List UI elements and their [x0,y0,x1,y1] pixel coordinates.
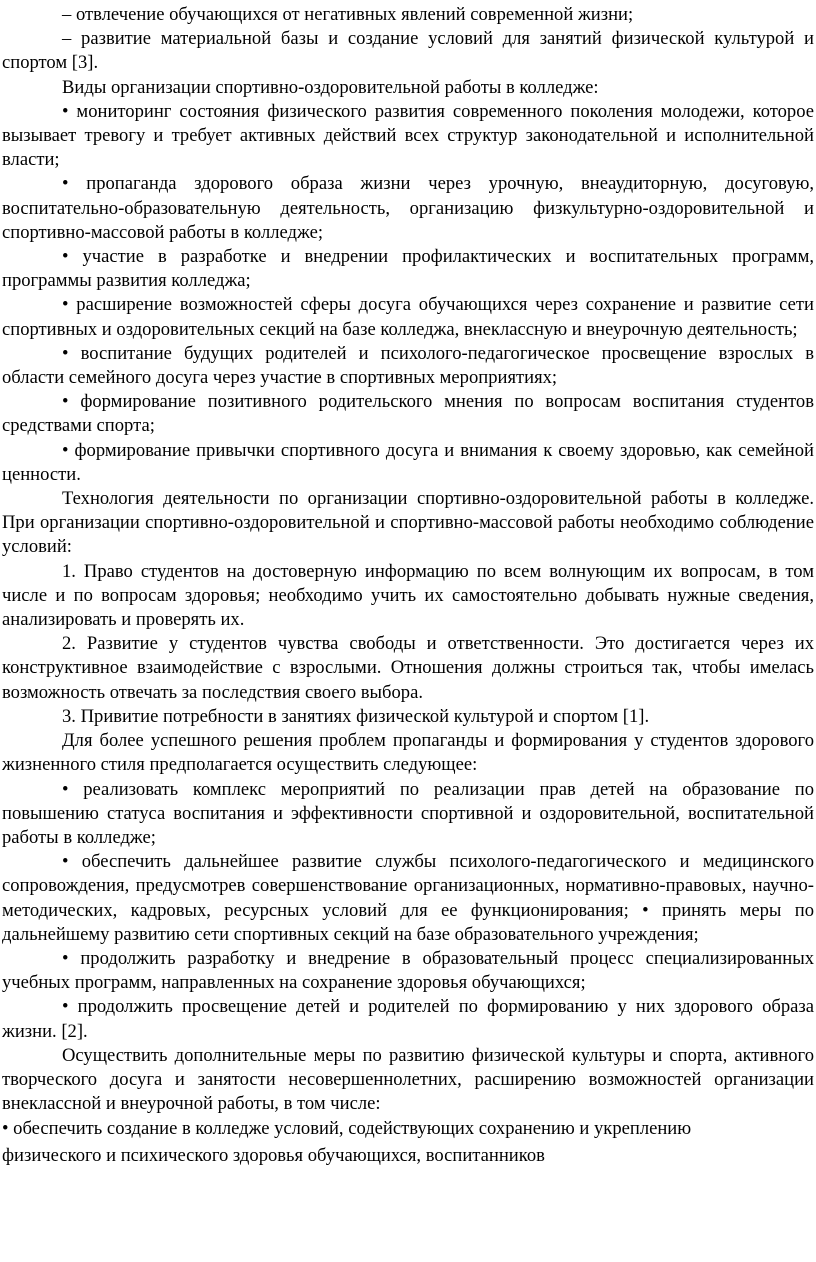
paragraph: • обеспечить дальнейшее развитие службы психолого-педагогического и медицинского сопровождения, предусмотрев совершенствование организационных, нормативно-правовых, научно-методических, кадровых, ресурсных условий для ее функционирования; • принять меры по дальнейшему развитию сети спортивных секций на базе образовательного учреждения; [2,851,814,945]
paragraph: • участие в разработке и внедрении профилактических и воспитательных программ, программы развития колледжа; [2,246,814,292]
paragraph: – развитие материальной базы и создание условий для занятий физической культурой и спортом [3]. [2,28,814,74]
paragraph: • формирование привычки спортивного досуга и внимания к своему здоровью, как семейной ценности. [2,439,814,485]
paragraph: • пропаганда здорового образа жизни через урочную, внеаудиторную, досуговую, воспитательно-образовательную деятельность, организацию физкультурно-оздоровительной и спортивно-массовой работы в колледже; [2,173,814,243]
paragraph: Виды организации спортивно-оздоровительной работы в колледже: [62,76,599,98]
paragraph: физического и психического здоровья обучающихся, воспитанников [2,1144,545,1166]
paragraph: – отвлечение обучающихся от негативных явлений современной жизни; [62,4,634,25]
paragraph: • обеспечить создание в колледже условий, содействующих сохранению и укреплению [2,1118,692,1140]
paragraph: • реализовать комплекс мероприятий по реализации прав детей на образование по повышению статуса воспитания и эффективности спортивной и оздоровительной, воспитательной работы в колледже; [2,778,814,848]
paragraph: 1. Право студентов на достоверную информацию по всем волнующим их вопросам, в том числе и по вопросам здоровья; необходимо учить их самостоятельно добывать нужные сведения, анализировать и проверять их. [2,560,814,631]
text-body [2,3,814,1168]
paragraph: 3. Привитие потребности в занятиях физической культурой и спортом [1]. [62,705,650,727]
paragraph: • мониторинг состояния физического развития современного поколения молодежи, которое вызывает тревогу и требует активных действий всех структур законодательной и исполнительной власти; [2,100,814,171]
paragraph: 2. Развитие у студентов чувства свободы и ответственности. Это достигается через их конструктивное взаимодействие с взрослыми. Отношения должны строиться так, чтобы имелась возможность отвечать за последствия своего выбора. [2,633,814,703]
paragraph: Осуществить дополнительные меры по развитию физической культуры и спорта, активного творческого досуга и занятости несовершеннолетних, расширению возможностей организации внеклассной и внеурочной работы, в том числе: [2,1044,814,1115]
paragraph: • продолжить просвещение детей и родителей по формированию у них здорового образа жизни. [2]. [2,996,814,1042]
paragraph: • продолжить разработку и внедрение в образовательный процесс специализированных учебных программ, направленных на сохранение здоровья обучающихся; [2,947,814,994]
paragraph: • формирование позитивного родительского мнения по вопросам воспитания студентов средствами спорта; [2,391,814,437]
paragraph: • воспитание будущих родителей и психолого-педагогическое просвещение взрослых в области семейного досуга через участие в спортивных мероприятиях; [2,342,814,389]
paragraph: Для более успешного решения проблем пропаганды и формирования у студентов здорового жизненного стиля предполагается осуществить следующее: [2,730,814,776]
paragraph: • расширение возможностей сферы досуга обучающихся через сохранение и развитие сети спортивных и оздоровительных секций на базе колледжа, внеклассную и внеурочную деятельность; [2,294,814,340]
paragraph: Технология деятельности по организации спортивно-оздоровительной работы в колледже. При организации спортивно-оздоровительной и спортивно-массовой работы необходимо соблюдение условий: [2,488,814,558]
